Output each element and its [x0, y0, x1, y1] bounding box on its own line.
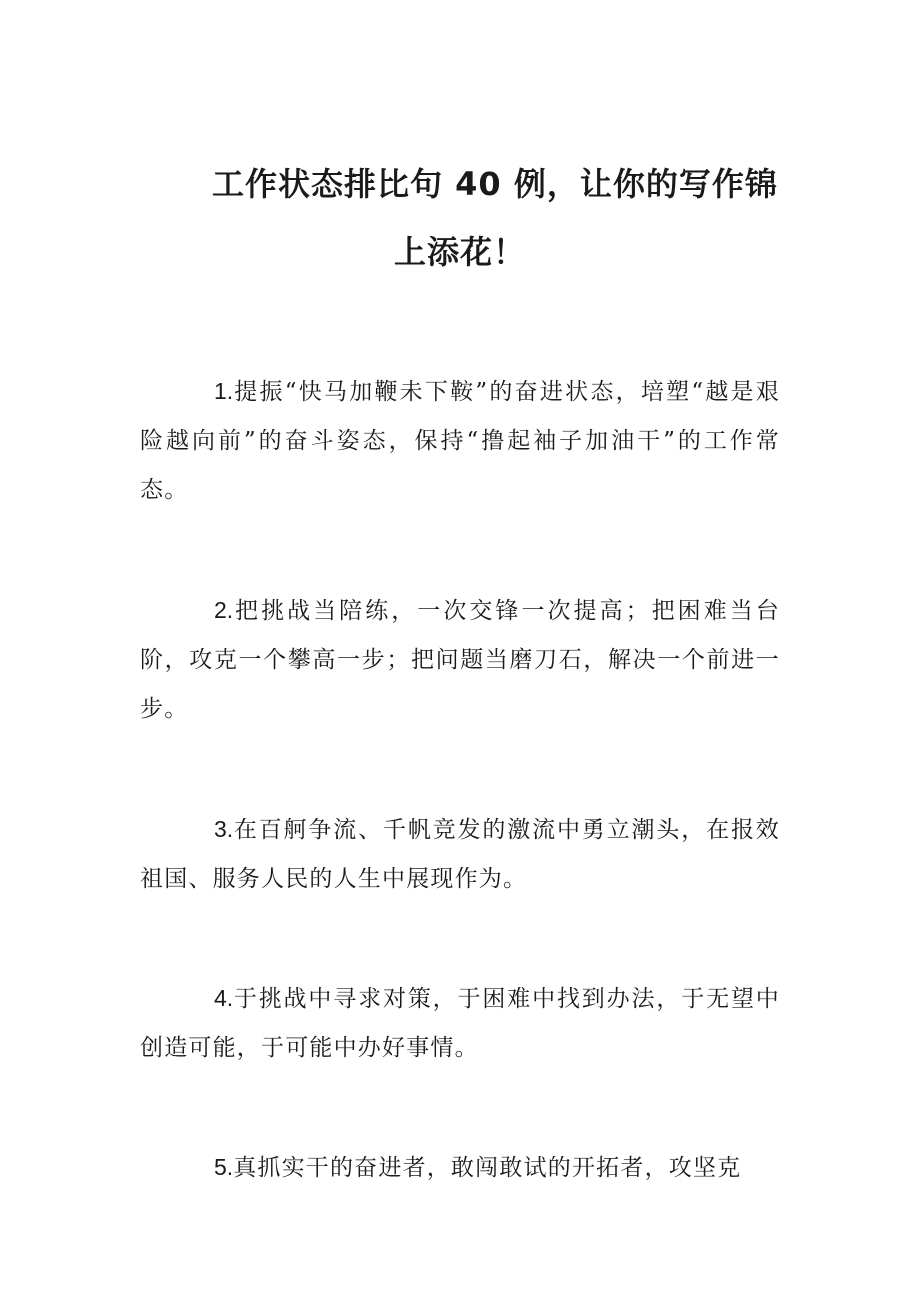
paragraph-text: 真抓实干的奋进者，敢闯敢试的开拓者，攻坚克	[233, 1155, 742, 1181]
paragraph-4	[140, 974, 780, 1073]
paragraph-text: 在百舸争流、千帆竞发的激流中勇立潮头，在报效祖国、服务人民的人生中展现作为。	[140, 817, 780, 892]
paragraph-text: 把挑战当陪练，一次交锋一次提高；把困难当台阶，攻克一个攀高一步；把问题当磨刀石，解决一个前进一步。	[140, 598, 780, 722]
document-title	[140, 150, 780, 286]
title-line-2: 上添花！	[393, 233, 526, 271]
paragraph-text: 于挑战中寻求对策，于困难中找到办法，于无望中创造可能，于可能中办好事情。	[140, 986, 780, 1061]
paragraph-5	[140, 1143, 780, 1193]
paragraph-3	[140, 805, 780, 904]
paragraph-1	[140, 367, 780, 515]
paragraph-number: 4.	[214, 985, 234, 1011]
paragraph-number: 5.	[214, 1154, 234, 1180]
paragraph-2	[140, 586, 780, 734]
paragraph-number: 2.	[214, 597, 234, 623]
paragraph-text: 提振“快马加鞭未下鞍”的奋进状态，培塑“越是艰险越向前”的奋斗姿态，保持“撸起袖子加油干”的工作常态。	[140, 379, 780, 503]
paragraph-number: 1.	[214, 378, 234, 404]
paragraph-number: 3.	[214, 816, 234, 842]
title-line-1: 工作状态排比句 40 例，让你的写作锦	[212, 165, 778, 203]
